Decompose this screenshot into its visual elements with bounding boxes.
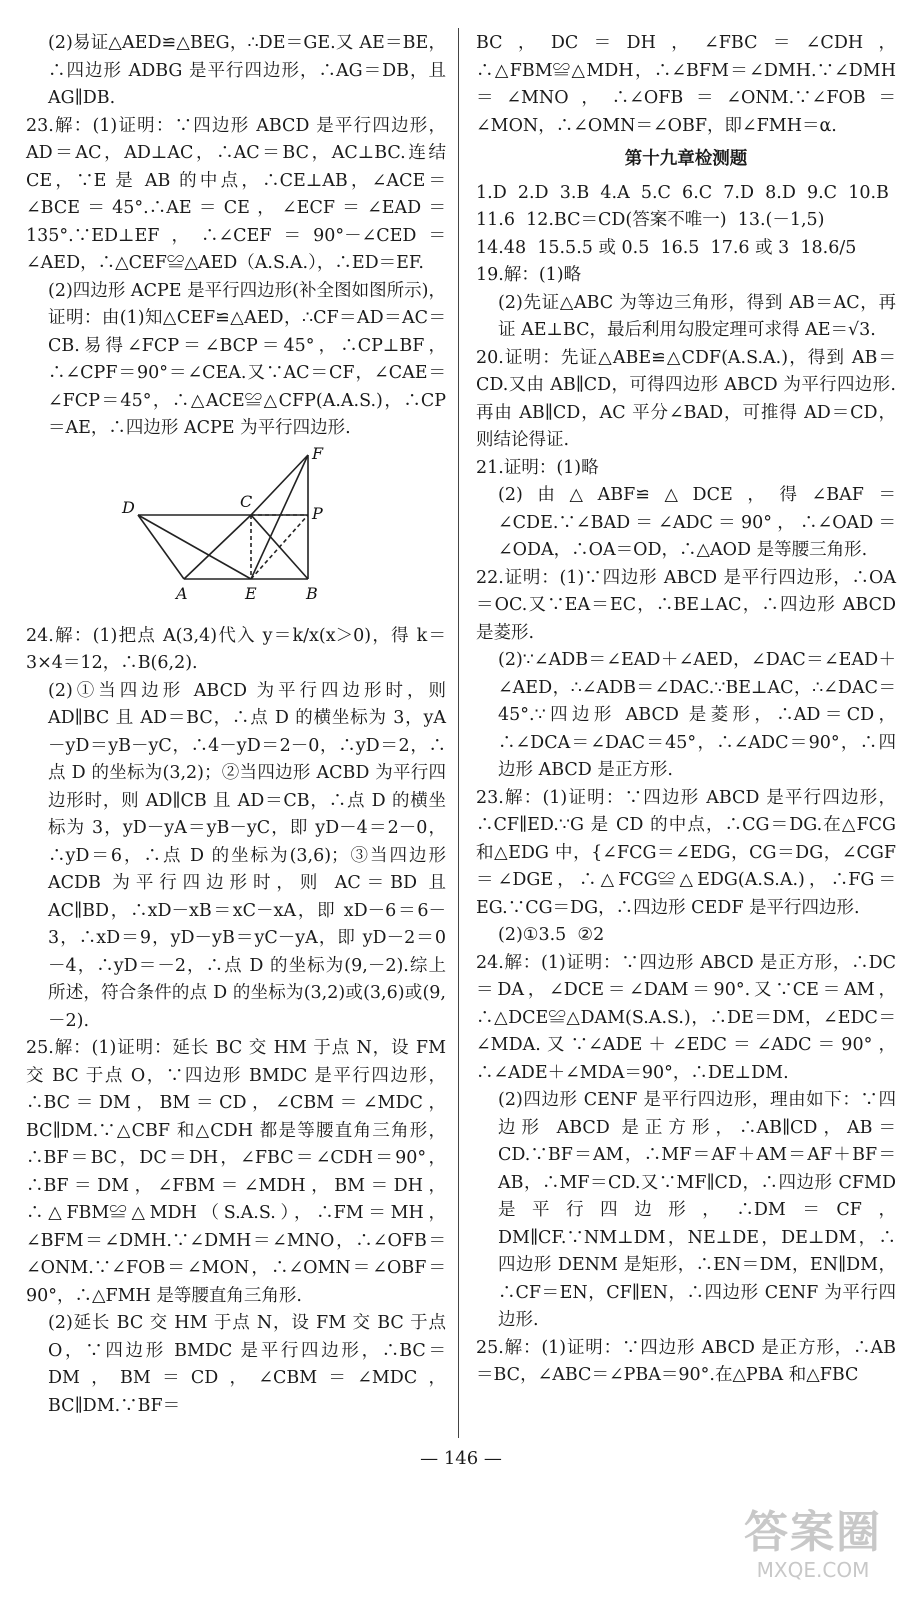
geometry-figure <box>26 447 446 617</box>
paragraph: (2)延长 BC 交 HM 于点 N，设 FM 交 BC 于点 O，∵四边形 BMDC 是平行四边形，∴BC＝DM，BM＝CD，∠CBM＝∠MDC，BC∥DM.∵BF＝ <box>48 1313 452 1416</box>
paragraph: 22.证明：(1)∵四边形 ABCD 是平行四边形，∴OA＝OC.又∵EA＝EC，∴BE⊥AC，∴四边形 ABCD 是菱形. <box>476 567 902 643</box>
page-number: — 146 — <box>420 1448 502 1469</box>
chapter-title: 第十九章检测题 <box>624 149 748 169</box>
right-column <box>476 30 902 1390</box>
label-a: A <box>176 583 188 603</box>
paragraph: (2)先证△ABC 为等边三角形，得到 AB＝AC，再证 AE⊥BC，最后利用勾股定理可求得 AE＝√3. <box>498 292 896 340</box>
label-d: D <box>122 497 135 517</box>
answer-line: 11.6 12.BC＝CD(答案不唯一) 13.(－1,5) <box>476 210 825 230</box>
paragraph: (2)∵∠ADB＝∠EAD＋∠AED，∠DAC＝∠EAD＋∠AED，∴∠ADB＝∠DAC.∵BE⊥AC，∴∠DAC＝45°.∵四边形 ABCD 是菱形，∴AD＝CD，∴∠DCA＝∠DAC＝45°，∴∠ADC＝90°，∴四边形 ABCD 是正方形. <box>498 650 896 780</box>
paragraph: 21.证明：(1)略 <box>476 457 599 478</box>
paragraph: 23.解：(1)证明：∵四边形 ABCD 是平行四边形，AD＝AC，AD⊥AC，∴AC＝BC，AC⊥BC.连结 CE，∵E 是 AB 的中点，∴CE⊥AB，∠ACE＝∠BCE＝45°.∴AE＝CE，∠ECF＝∠EAD＝135°.∵ED⊥EF，∴∠CEF＝90°－∠CED＝∠AED，∴△CEF≌△AED（A.S.A.），∴ED＝EF. <box>26 115 452 273</box>
paragraph: 24.解：(1)把点 A(3,4)代入 y＝k/x(x＞0)，得 k＝3×4＝12，∴B(6,2). <box>26 625 446 673</box>
answer-line: 1.D 2.D 3.B 4.A 5.C 6.C 7.D 8.D 9.C 10.B <box>476 182 889 203</box>
paragraph: 19.解：(1)略 <box>476 265 582 285</box>
paragraph: (2)易证△AED≌△BEG，∴DE＝GE.又 AE＝BE，∴四边形 ADBG 是平行四边形，∴AG＝DB，且 AG∥DB. <box>48 33 452 108</box>
paragraph: (2)①3.5 ②2 <box>498 925 605 945</box>
column-divider <box>458 28 459 1438</box>
paragraph: 25.解：(1)证明：延长 BC 交 HM 于点 N，设 FM 交 BC 于点 O，∵四边形 BMDC 是平行四边形，∴BC＝DM，BM＝CD，∠CBM＝∠MDC，BC∥DM.∵△CBF 和△CDH 都是等腰直角三角形，∴BF＝BC，DC＝DH，∠FBC＝∠CDH＝90°，∴BF＝DM，∠FBM＝∠MDH，BM＝DH，∴△FBM≌△MDH（S.A.S.），∴FM＝MH，∠BFM＝∠DMH.∵∠DMH＝∠MNO，∴∠OFB＝∠ONM.∵∠FOB＝∠MON，∴∠OMN＝∠OBF＝90°，∴△FMH 是等腰直角三角形. <box>26 1038 452 1306</box>
paragraph: 24.解：(1)证明：∵四边形 ABCD 是正方形，∴DC＝DA，∠DCE＝∠DAM＝90°.又∵CE＝AM，∴△DCE≌△DAM(S.A.S.)，∴DE＝DM，∠EDC＝∠MDA.又∵∠ADE＋∠EDC＝∠ADC＝90°，∴∠ADE＋∠MDA＝90°，∴DE⊥DM. <box>476 952 896 1083</box>
line-fe <box>251 455 308 579</box>
line-fc <box>251 455 308 515</box>
paragraph: (2)四边形 CENF 是平行四边形，理由如下：∵四边形 ABCD 是正方形，∴AB∥CD，AB＝CD.∵BF＝AM，∴MF＝AF＋AM＝AF＋BF＝AB，∴MF＝CD.又∵MF∥CD，∴四边形 CFMD 是平行四边形，∴DM＝CF，DM∥CF.∵NM⊥DM，NE⊥DE，DE⊥DM，∴四边形 DENM 是矩形，∴EN＝DM，EN∥DM，∴CF＝EN，CF∥EN，∴四边形 CENF 为平行四边形. <box>498 1090 902 1330</box>
label-b: B <box>306 583 318 603</box>
paragraph: (2)①当四边形 ABCD 为平行四边形时，则 AD∥BC 且 AD＝BC，∴点 D 的横坐标为 3，yA－yD＝yB－yC，∴4－yD＝2－0，∴yD＝2，∴点 D 的坐标为(3,2)；②当四边形 ACBD 为平行四边形时，则 AD∥CB 且 AD＝CB，∴点 D 的横坐标为 3，yD－yA＝yB－yC，即 yD－4＝2－0，∴yD＝6，∴点 D 的坐标为(3,6)；③当四边形 ACDB 为平行四边形时，则 AC＝BD 且 AC∥BD，∴xD－xB＝xC－xA，即 xD－6＝6－3，∴xD＝9，yD－yB＝yC－yA，即 yD－2＝0－4，∴yD＝－2，∴点 D 的坐标为(9,－2).综上所述，符合条件的点 D 的坐标为(3,2)或(3,6)或(9,－2). <box>48 680 452 1031</box>
line-da <box>138 515 184 579</box>
geometry-diagram <box>26 447 446 617</box>
left-column <box>26 30 452 1420</box>
paragraph: (2)由△ABF≌△DCE，得∠BAF＝∠CDE.∵∠BAD＝∠ADC＝90°，∴∠OAD＝∠ODA，∴OA＝OD，∴△AOD 是等腰三角形. <box>498 485 896 560</box>
paragraph: 23.解：(1)证明：∵四边形 ABCD 是平行四边形，∴CF∥ED.∵G 是 CD 的中点，∴CG＝DG.在△FCG 和△EDG 中，{∠FCG＝∠EDG，CG＝DG，∠CGF＝∠DGE，∴△FCG≌△EDG(A.S.A.)，∴FG＝EG.∵CG＝DG，∴四边形 CEDF 是平行四边形. <box>476 787 902 918</box>
label-p: P <box>312 503 323 523</box>
paragraph: 25.解：(1)证明：∵四边形 ABCD 是正方形，∴AB＝BC，∠ABC＝∠PBA＝90°.在△PBA 和△FBC <box>476 1337 896 1385</box>
paragraph: BC，DC＝DH，∠FBC＝∠CDH，∴△FBM≌△MDH，∴∠BFM＝∠DMH.∵∠DMH＝∠MNO，∴∠OFB＝∠ONM.∵∠FOB＝∠MON，∴∠OMN＝∠OBF，即∠FMH＝α. <box>476 33 896 136</box>
label-f: F <box>312 446 324 463</box>
watermark-top: 答案圈 <box>744 1507 882 1558</box>
label-e: E <box>245 583 257 603</box>
label-c: C <box>240 491 253 511</box>
paragraph: (2)四边形 ACPE 是平行四边形(补全图如图所示)，证明：由(1)知△CEF≌△AED，∴CF＝AD＝AC＝CB.易得∠FCP＝∠BCP＝45°，∴CP⊥BF，∴∠CPF＝90°＝∠CEA.又∵AC＝CF，∠CAE＝∠FCP＝45°，∴△ACE≌△CFP(A.A.S.)，∴CP＝AE，∴四边形 ACPE 为平行四边形. <box>48 280 446 438</box>
paragraph: 20.证明：先证△ABE≌△CDF(A.S.A.)，得到 AB＝CD.又由 AB∥CD，可得四边形 ABCD 为平行四边形.再由 AB∥CD，AC 平分∠BAD，可推得 AD＝CD，则结论得证. <box>476 347 896 450</box>
watermark-bottom: MXQE.COM <box>756 1558 870 1582</box>
answer-line: 14.48 15.5.5 或 0.5 16.5 17.6 或 3 18.6/5 <box>476 237 857 258</box>
watermark-logo <box>718 1508 908 1588</box>
